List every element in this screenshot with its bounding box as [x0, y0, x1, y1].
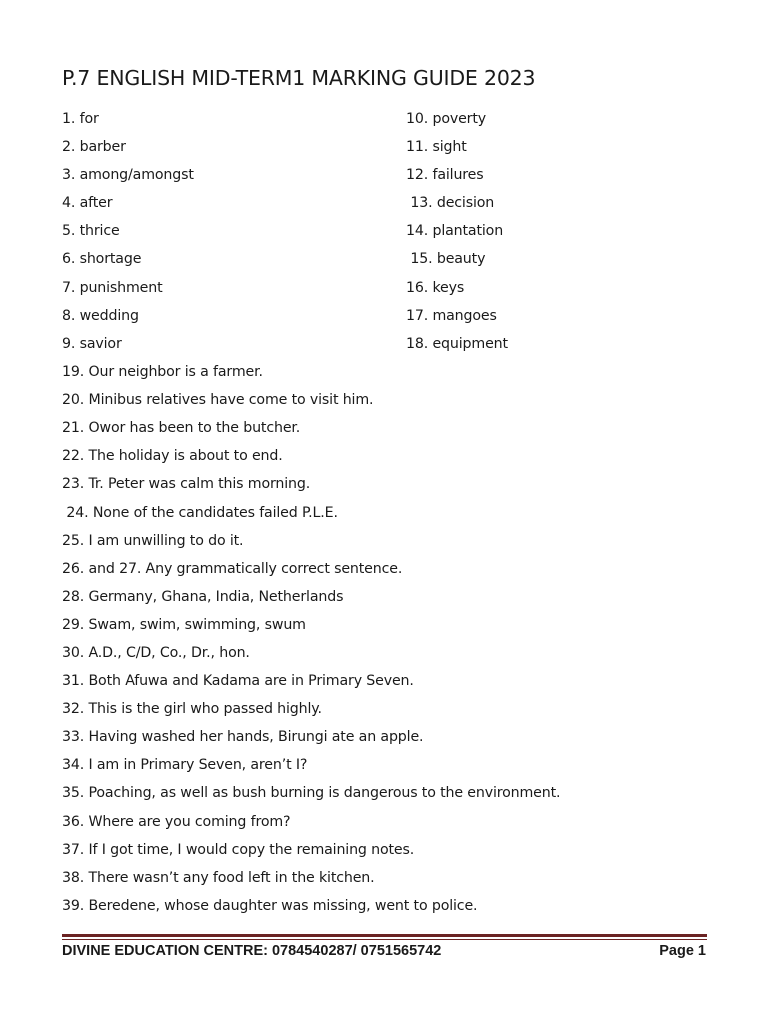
- answer-item: 14. plantation: [406, 223, 504, 239]
- answer-item: 17. mangoes: [406, 308, 497, 324]
- sentence-item: 37. If I got time, I would copy the remaining notes.: [62, 842, 415, 858]
- answer-item: 1. for: [62, 111, 99, 127]
- answer-item: 15. beauty: [406, 251, 486, 267]
- answer-item: 3. among/amongst: [62, 167, 194, 183]
- sentence-item: 38. There wasn’t any food left in the kitchen.: [62, 870, 375, 886]
- sentence-item: 29. Swam, swim, swimming, swum: [62, 617, 306, 633]
- answer-item: 8. wedding: [62, 308, 139, 324]
- sentence-item: 30. A.D., C/D, Co., Dr., hon.: [62, 645, 250, 661]
- sentence-item: 33. Having washed her hands, Birungi ate an apple.: [62, 729, 424, 745]
- answer-item: 2. barber: [62, 139, 126, 155]
- answer-item: 7. punishment: [62, 280, 163, 296]
- sentence-item: 23. Tr. Peter was calm this morning.: [62, 476, 311, 492]
- answer-item: 10. poverty: [406, 111, 487, 127]
- footer-divider: [62, 934, 707, 937]
- sentence-item: 26. and 27. Any grammatically correct sentence.: [62, 561, 403, 577]
- sentence-item: 28. Germany, Ghana, India, Netherlands: [62, 589, 344, 605]
- sentence-item: 36. Where are you coming from?: [62, 814, 291, 830]
- page-title: P.7 ENGLISH MID-TERM1 MARKING GUIDE 2023: [62, 66, 536, 90]
- answer-item: 12. failures: [406, 167, 484, 183]
- answer-item: 11. sight: [406, 139, 467, 155]
- answer-item: 18. equipment: [406, 336, 508, 352]
- footer-divider-thin: [62, 939, 707, 940]
- footer-contact: DIVINE EDUCATION CENTRE: 0784540287/ 0751565742: [62, 943, 442, 959]
- answer-item: 16. keys: [406, 280, 465, 296]
- answer-item: 6. shortage: [62, 251, 142, 267]
- sentence-item: 32. This is the girl who passed highly.: [62, 701, 322, 717]
- page-number: Page 1: [659, 943, 706, 959]
- answer-item: 9. savior: [62, 336, 122, 352]
- sentence-item: 24. None of the candidates failed P.L.E.: [62, 505, 338, 521]
- answer-item: 4. after: [62, 195, 113, 211]
- sentence-item: 22. The holiday is about to end.: [62, 448, 283, 464]
- answer-item: 5. thrice: [62, 223, 120, 239]
- sentence-item: 21. Owor has been to the butcher.: [62, 420, 301, 436]
- sentence-item: 25. I am unwilling to do it.: [62, 533, 244, 549]
- answer-item: 13. decision: [406, 195, 495, 211]
- sentence-item: 39. Beredene, whose daughter was missing, went to police.: [62, 898, 478, 914]
- sentence-item: 34. I am in Primary Seven, aren’t I?: [62, 757, 308, 773]
- sentence-item: 35. Poaching, as well as bush burning is dangerous to the environment.: [62, 785, 561, 801]
- sentence-item: 31. Both Afuwa and Kadama are in Primary Seven.: [62, 673, 414, 689]
- sentence-item: 19. Our neighbor is a farmer.: [62, 364, 263, 380]
- sentence-item: 20. Minibus relatives have come to visit him.: [62, 392, 374, 408]
